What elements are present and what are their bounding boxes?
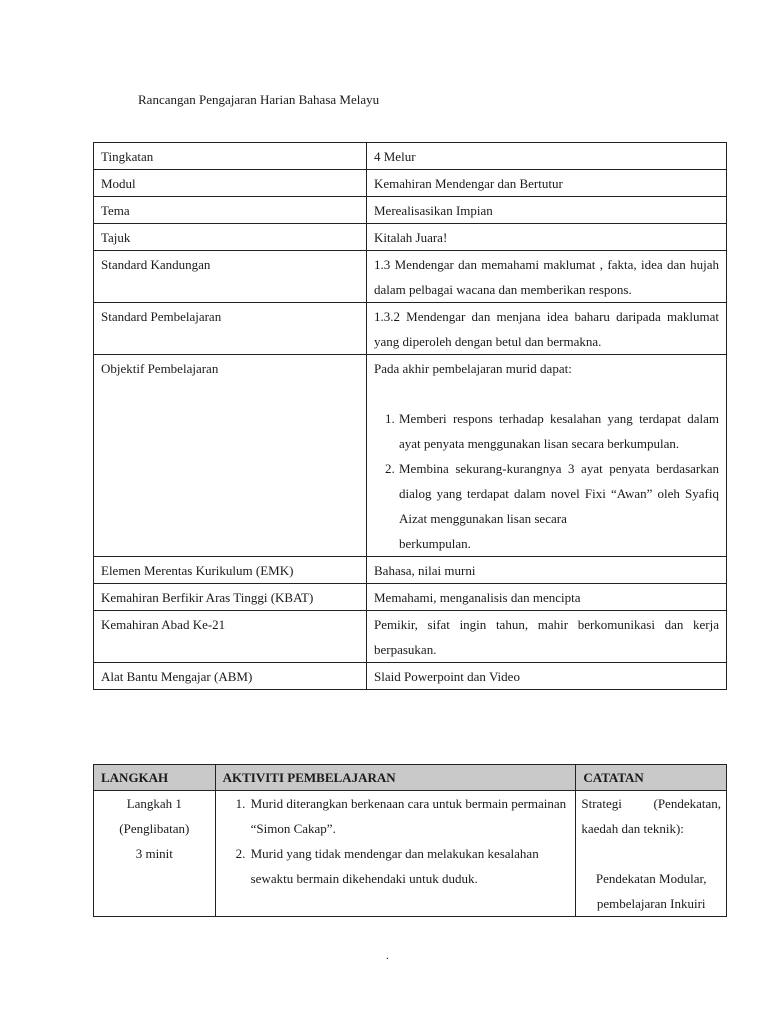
lesson-info-table bbox=[93, 142, 727, 690]
table-row bbox=[94, 791, 727, 917]
notes-strategy: Strategi (Pendekatan, kaedah dan teknik): bbox=[581, 796, 721, 836]
step-duration: 3 minit bbox=[135, 846, 173, 861]
row-value: Slaid Powerpoint dan Video bbox=[367, 663, 727, 690]
row-value: 4 Melur bbox=[367, 143, 727, 170]
row-label: Standard Pembelajaran bbox=[94, 303, 367, 355]
row-label: Modul bbox=[94, 170, 367, 197]
row-label: Tingkatan bbox=[94, 143, 367, 170]
objectives-intro: Pada akhir pembelajaran murid dapat: bbox=[374, 361, 572, 376]
row-label: Tajuk bbox=[94, 224, 367, 251]
notes-approach: Pendekatan Modular, pembelajaran Inkuiri bbox=[595, 871, 707, 911]
spacer bbox=[374, 381, 719, 406]
row-label: Kemahiran Berfikir Aras Tinggi (KBAT) bbox=[94, 584, 367, 611]
step-name: Langkah 1 bbox=[126, 796, 182, 811]
row-value: Pemikir, sifat ingin tahun, mahir berkomunikasi dan kerja berpasukan. bbox=[367, 611, 727, 663]
row-value: 1.3 Mendengar dan memahami maklumat , fakta, idea dan hujah dalam pelbagai wacana dan memberikan respons. bbox=[367, 251, 727, 303]
table-row bbox=[94, 611, 727, 663]
table-row bbox=[94, 197, 727, 224]
objective-item: 2. Membina sekurang-kurangnya 3 ayat penyata berdasarkan dialog yang terdapat dalam novel Fixi “Awan” oleh Syafiq Aizat menggunakan lisan secara bbox=[398, 456, 719, 531]
activities-cell bbox=[215, 791, 576, 917]
objective-continuation: berkumpulan. bbox=[399, 536, 471, 551]
row-value: Kitalah Juara! bbox=[367, 224, 727, 251]
activity-item: 1. Murid diterangkan berkenaan cara untuk bermain permainan “Simon Cakap”. bbox=[249, 791, 571, 841]
table-row bbox=[94, 170, 727, 197]
objectives-cell bbox=[367, 355, 727, 557]
spacer bbox=[581, 841, 721, 866]
table-row bbox=[94, 224, 727, 251]
table-row bbox=[94, 557, 727, 584]
table-row bbox=[94, 251, 727, 303]
step-phase: (Penglibatan) bbox=[119, 821, 190, 836]
step-cell bbox=[94, 791, 216, 917]
header-aktiviti: AKTIVITI PEMBELAJARAN bbox=[215, 765, 576, 791]
row-label: Tema bbox=[94, 197, 367, 224]
row-label: Kemahiran Abad Ke-21 bbox=[94, 611, 367, 663]
document-title: Rancangan Pengajaran Harian Bahasa Melayu bbox=[138, 92, 380, 107]
table-row bbox=[94, 143, 727, 170]
row-value: 1.3.2 Mendengar dan menjana idea baharu daripada maklumat yang diperoleh dengan betul dan bermakna. bbox=[367, 303, 727, 355]
table-row bbox=[94, 584, 727, 611]
objective-item: 1. Memberi respons terhadap kesalahan yang terdapat dalam ayat penyata menggunakan lisan secara berkumpulan. bbox=[398, 406, 719, 456]
row-value: Memahami, menganalisis dan mencipta bbox=[367, 584, 727, 611]
row-value: Merealisasikan Impian bbox=[367, 197, 727, 224]
table-row bbox=[94, 303, 727, 355]
table-header-row bbox=[94, 765, 727, 791]
header-catatan: CATATAN bbox=[576, 765, 727, 791]
row-label: Elemen Merentas Kurikulum (EMK) bbox=[94, 557, 367, 584]
activities-list bbox=[221, 791, 571, 891]
header-langkah: LANGKAH bbox=[94, 765, 216, 791]
table-row bbox=[94, 355, 727, 557]
lesson-steps-table bbox=[93, 764, 727, 917]
row-value: Kemahiran Mendengar dan Bertutur bbox=[367, 170, 727, 197]
row-label: Alat Bantu Mengajar (ABM) bbox=[94, 663, 367, 690]
page-footer-mark: . bbox=[386, 950, 389, 962]
row-label: Objektif Pembelajaran bbox=[94, 355, 367, 557]
table-row bbox=[94, 663, 727, 690]
notes-cell bbox=[576, 791, 727, 917]
activity-item: 2. Murid yang tidak mendengar dan melakukan kesalahan sewaktu bermain dikehendaki untuk duduk. bbox=[249, 841, 571, 891]
row-label: Standard Kandungan bbox=[94, 251, 367, 303]
row-value: Bahasa, nilai murni bbox=[367, 557, 727, 584]
objectives-list bbox=[374, 406, 719, 531]
